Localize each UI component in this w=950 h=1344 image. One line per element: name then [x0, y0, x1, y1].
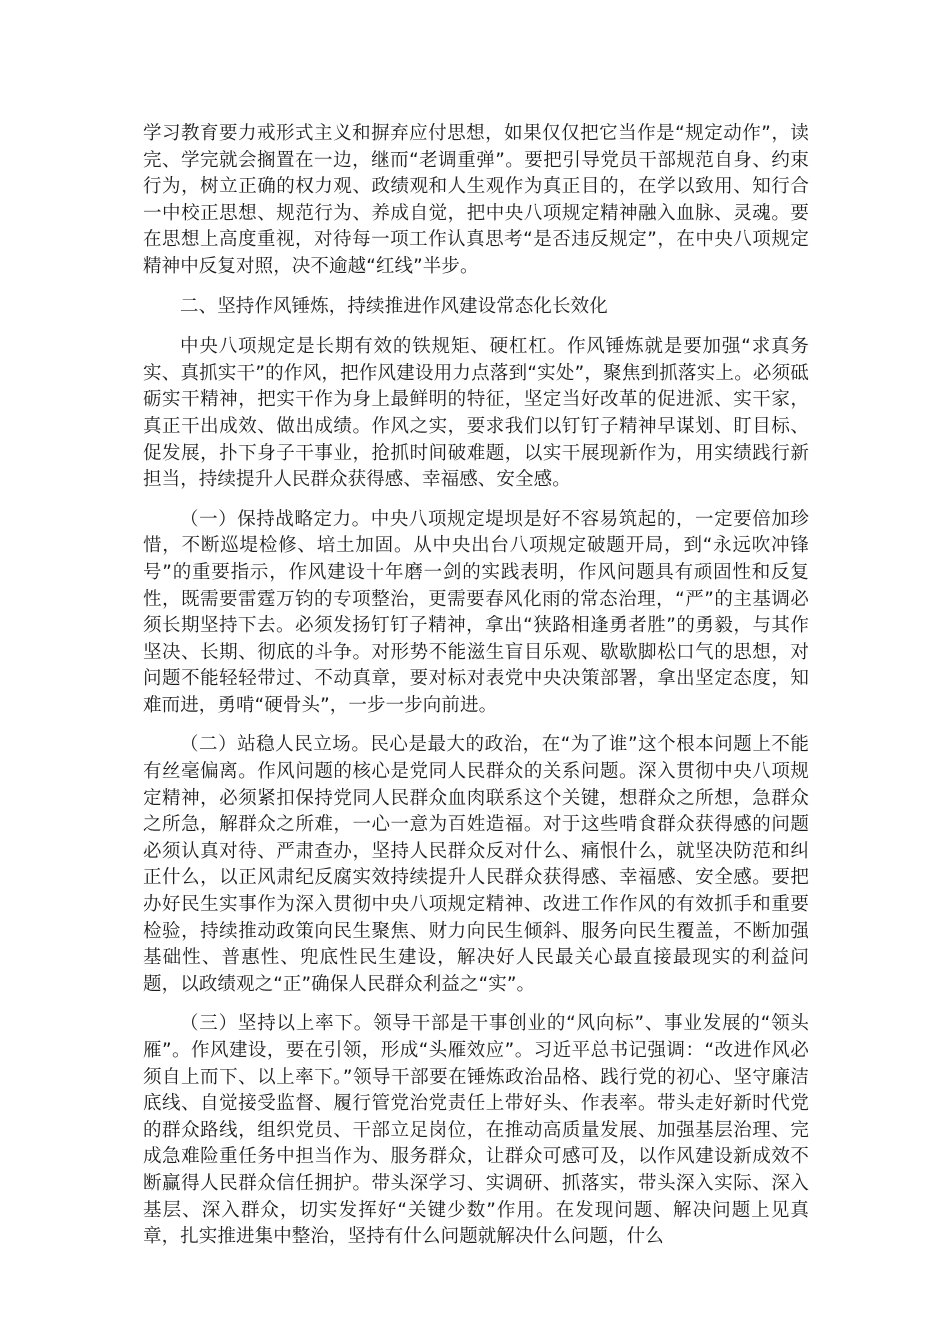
- paragraph-intro: 中央八项规定是长期有效的铁规矩、硬杠杠。作风锤炼就是要加强“求真务实、真抓实干”的作风，把作风建设用力点落到“实处”，聚焦到抓落实上。必须砥砺实干精神，把实干作为身上最鲜明的特征，坚定当好改革的促进派、实干家，真正干出成效、做出成绩。作风之实，要求我们以钉钉子精神早谋划、盯目标、促发展，扑下身子干事业，抢抓时间破难题，以实干展现新作为，用实绩践行新担当，持续提升人民群众获得感、幸福感、安全感。: [143, 336, 809, 491]
- paragraph-item-3: （三）坚持以上率下。领导干部是干事创业的“风向标”、事业发展的“领头雁”。作风建设，要在引领，形成“头雁效应”。习近平总书记强调：“改进作风必须自上而下、以上率下。”领导干部要在锤炼政治品格、践行党的初心、坚守廉洁底线、自觉接受监督、履行管党治党责任上带好头、作表率。带头走好新时代党的群众路线，组织党员、干部立足岗位，在推动高质量发展、加强基层治理、完成急难险重任务中担当作为、服务群众，让群众可感可及，以作风建设新成效不断赢得人民群众信任拥护。带头深学习、实调研、抓落实，带头深入实际、深入基层、深入群众，切实发挥好“关键少数”作用。在发现问题、解决问题上见真章，扎实推进集中整治，坚持有什么问题就解决什么问题，什么: [143, 1013, 809, 1248]
- section-heading: 二、坚持作风锤炼，持续推进作风建设常态化长效化: [180, 295, 608, 317]
- document-body: [143, 121, 809, 1264]
- paragraph-item-1: （一）保持战略定力。中央八项规定堤坝是好不容易筑起的，一定要倍加珍惜，不断巡堤检修、培土加固。从中央出台八项规定破题开局，到“永远吹冲锋号”的重要指示，作风建设十年磨一剑的实践表明，作风问题具有顽固性和反复性，既需要雷霆万钧的专项整治，更需要春风化雨的常态治理，“严”的主基调必须长期坚持下去。必须发扬钉钉子精神，拿出“狭路相逢勇者胜”的勇毅，与其作坚决、长期、彻底的斗争。对形势不能滋生盲目乐观、歇歇脚松口气的思想，对问题不能轻轻带过、不动真章，要对标对表党中央决策部署，拿出坚定态度，知难而进，勇啃“硬骨头”，一步一步向前进。: [143, 508, 809, 716]
- paragraph-item-2: （二）站稳人民立场。民心是最大的政治，在“为了谁”这个根本问题上不能有丝毫偏离。作风问题的核心是党同人民群众的关系问题。深入贯彻中央八项规定精神，必须紧扣保持党同人民群众血肉联系这个关键，想群众之所想，急群众之所急，解群众之所难，一心一意为百姓造福。对于这些啃食群众获得感的问题必须认真对待、严肃查办，坚持人民群众反对什么、痛恨什么，就坚决防范和纠正什么，以正风肃纪反腐实效持续提升人民群众获得感、幸福感、安全感。要把办好民生实事作为深入贯彻中央八项规定精神、改进工作作风的有效抓手和重要检验，持续推动政策向民生聚焦、财力向民生倾斜、服务向民生覆盖，不断加强基础性、普惠性、兜底性民生建设，解决好人民最关心最直接最现实的利益问题，以政绩观之“正”确保人民群众利益之“实”。: [143, 734, 809, 995]
- paragraph-continuation: 学习教育要力戒形式主义和摒弃应付思想，如果仅仅把它当作是“规定动作”，读完、学完就会搁置在一边，继而“老调重弹”。要把引导党员干部规范自身、约束行为，树立正确的权力观、政绩观和人生观作为真正目的，在学以致用、知行合一中校正思想、规范行为、养成自觉，把中央八项规定精神融入血脉、灵魂。要在思想上高度重视，对待每一项工作认真思考“是否违反规定”，在中央八项规定精神中反复对照，决不逾越“红线”半步。: [143, 123, 809, 277]
